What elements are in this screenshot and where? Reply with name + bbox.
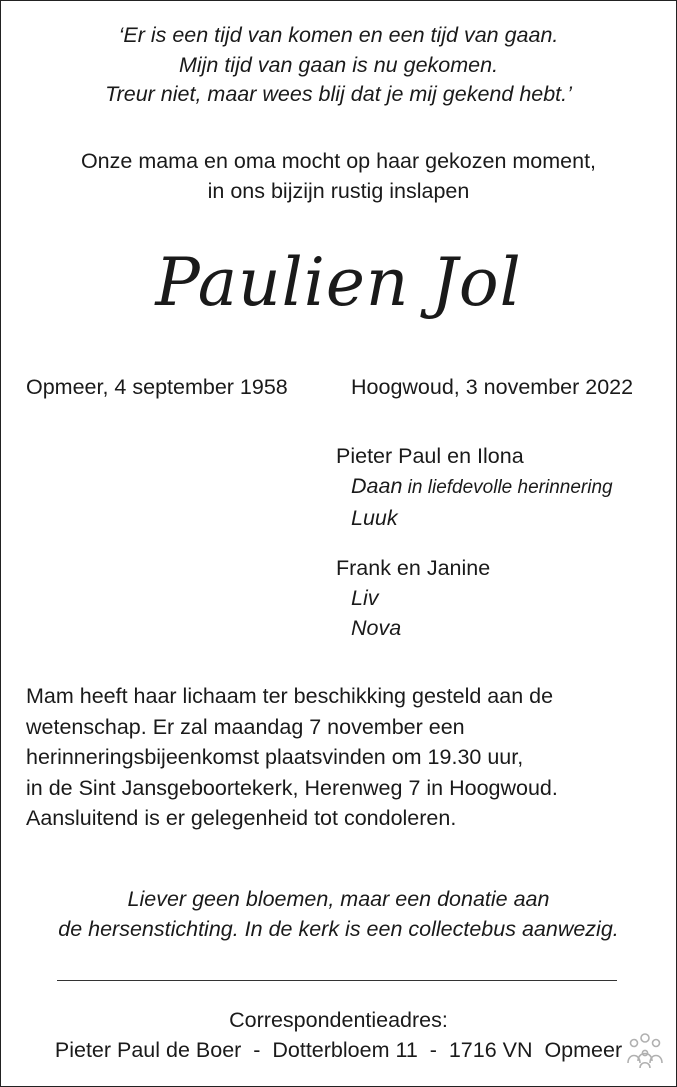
body-line: Aansluitend is er gelegenheid tot condoleren.	[26, 806, 457, 830]
family-group	[336, 553, 490, 643]
child-name: Daan	[351, 474, 403, 498]
correspondence-address	[1, 1006, 676, 1065]
deceased-name: Paulien Jol	[155, 244, 522, 321]
intro-line: in ons bijzijn rustig inslapen	[207, 178, 470, 203]
donation-line: Liever geen bloemen, maar een donatie aan	[127, 887, 550, 911]
donation-line: de hersenstichting. In de kerk is een collectebus aanwezig.	[58, 916, 619, 941]
correspondence-label: Correspondentieadres:	[229, 1008, 448, 1032]
correspondence-address-line: Pieter Paul de Boer - Dotterbloem 11 - 1716 VN Opmeer	[54, 1037, 623, 1062]
donation-note	[1, 885, 676, 944]
family-parents: Pieter Paul en Ilona	[336, 444, 524, 468]
family-parents: Frank en Janine	[336, 556, 491, 580]
body-line: herinneringsbijeenkomst plaatsvinden om 19.30 uur,	[26, 745, 524, 769]
body-line: in de Sint Jansgeboortekerk, Herenweg 7 in Hoogwoud.	[26, 775, 558, 800]
child-name: Luuk	[351, 506, 398, 530]
birth-date: Opmeer, 4 september 1958	[26, 375, 288, 399]
people-group-icon	[625, 1031, 665, 1071]
family-group	[336, 441, 613, 533]
ceremony-details	[26, 681, 558, 834]
quote-line: Mijn tijd van gaan is nu gekomen.	[178, 52, 499, 77]
family-child	[336, 583, 490, 613]
death-date: Hoogwoud, 3 november 2022	[351, 375, 634, 399]
opening-quote	[1, 21, 676, 110]
quote-line: ‘Er is een tijd van komen en een tijd van gaan.	[118, 23, 559, 47]
family-child	[336, 471, 613, 503]
child-name: Nova	[351, 616, 402, 640]
body-line: wetenschap. Er zal maandag 7 november een	[26, 714, 465, 739]
quote-line: Treur niet, maar wees blij dat je mij gekend hebt.’	[105, 82, 572, 106]
announcement-intro	[1, 147, 676, 206]
family-child	[336, 613, 490, 643]
intro-line: Onze mama en oma mocht op haar gekozen moment,	[80, 149, 597, 173]
child-note: in liefdevolle herinnering	[402, 477, 613, 498]
child-name: Liv	[351, 586, 379, 610]
divider	[57, 980, 617, 981]
family-child	[336, 503, 613, 533]
body-line: Mam heeft haar lichaam ter beschikking gesteld aan de	[26, 684, 554, 708]
